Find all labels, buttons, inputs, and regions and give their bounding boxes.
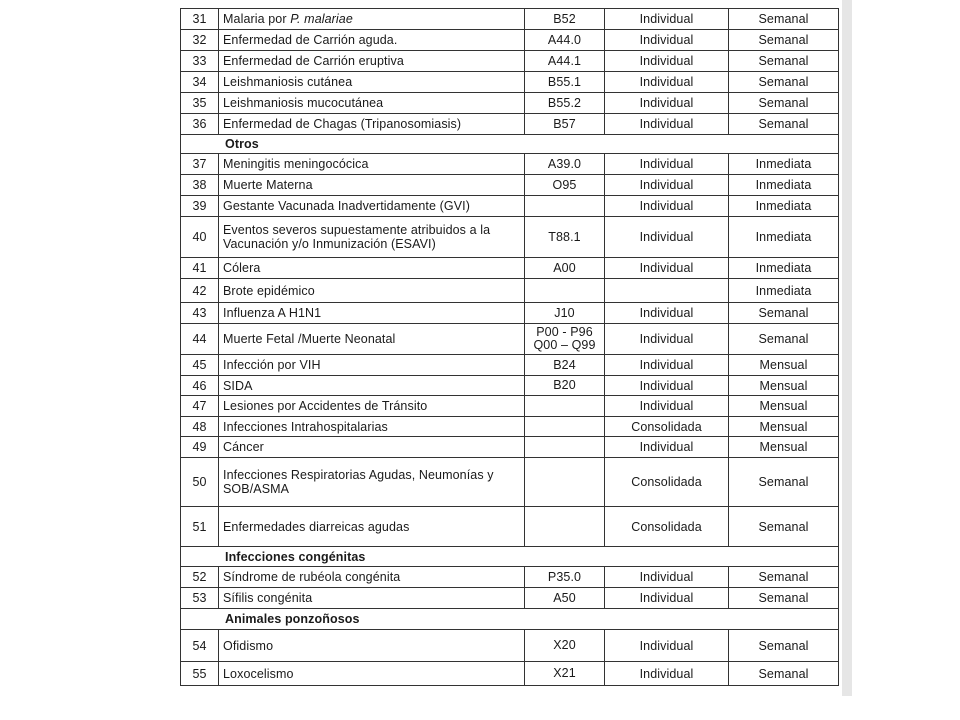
cie10-code-cell xyxy=(525,196,605,217)
table-row xyxy=(181,30,839,51)
disease-name-cell: Ofidismo xyxy=(219,630,525,662)
notification-frequency-cell: Semanal xyxy=(729,93,839,114)
section-title: Animales ponzoñosos xyxy=(181,609,839,630)
notification-frequency-cell: Inmediata xyxy=(729,196,839,217)
notification-type-cell: Individual xyxy=(605,630,729,662)
row-number-cell: 49 xyxy=(181,437,219,458)
notification-type-cell: Individual xyxy=(605,175,729,196)
table-body xyxy=(181,9,839,686)
disease-name-cell: Cáncer xyxy=(219,437,525,458)
notification-type-cell: Individual xyxy=(605,217,729,258)
row-number-cell: 50 xyxy=(181,458,219,507)
notification-type-cell: Individual xyxy=(605,376,729,396)
notification-type-cell: Individual xyxy=(605,51,729,72)
disease-name-cell: Cólera xyxy=(219,258,525,279)
cie10-code-cell: A44.0 xyxy=(525,30,605,51)
notification-frequency-cell: Semanal xyxy=(729,114,839,135)
cie10-code-cell: B55.2 xyxy=(525,93,605,114)
row-number-cell: 32 xyxy=(181,30,219,51)
notification-frequency-cell: Semanal xyxy=(729,458,839,507)
cie10-code-cell xyxy=(525,417,605,437)
table-row xyxy=(181,175,839,196)
cie10-code-cell: X21 xyxy=(525,662,605,686)
notification-frequency-cell: Inmediata xyxy=(729,175,839,196)
disease-name-cell: SIDA xyxy=(219,376,525,396)
row-number-cell: 37 xyxy=(181,154,219,175)
notification-type-cell: Individual xyxy=(605,154,729,175)
cie10-code-cell xyxy=(525,458,605,507)
cie10-code-cell: B24 xyxy=(525,355,605,376)
disease-notification-table xyxy=(180,8,839,686)
cie10-code-cell: A44.1 xyxy=(525,51,605,72)
notification-type-cell: Individual xyxy=(605,196,729,217)
disease-name-cell: Eventos severos supuestamente atribuidos a la Vacunación y/o Inmunización (ESAVI) xyxy=(219,217,525,258)
species-name-italic: P. malariae xyxy=(290,12,353,26)
table-row xyxy=(181,258,839,279)
notification-type-cell: Individual xyxy=(605,9,729,30)
row-number-cell: 36 xyxy=(181,114,219,135)
notification-frequency-cell: Inmediata xyxy=(729,154,839,175)
table-row xyxy=(181,93,839,114)
row-number-cell: 55 xyxy=(181,662,219,686)
notification-frequency-cell: Semanal xyxy=(729,324,839,355)
notification-type-cell: Individual xyxy=(605,72,729,93)
notification-frequency-cell: Semanal xyxy=(729,9,839,30)
table-row xyxy=(181,72,839,93)
scanned-document xyxy=(180,8,844,696)
notification-frequency-cell: Mensual xyxy=(729,417,839,437)
cie10-code-cell: A50 xyxy=(525,588,605,609)
cie10-code-cell: P00 - P96 Q00 – Q99 xyxy=(525,324,605,355)
row-number-cell: 43 xyxy=(181,303,219,324)
cie10-code-cell xyxy=(525,437,605,458)
disease-name-cell: Lesiones por Accidentes de Tránsito xyxy=(219,396,525,417)
cie10-code-cell: A39.0 xyxy=(525,154,605,175)
notification-type-cell: Individual xyxy=(605,355,729,376)
notification-type-cell: Consolidada xyxy=(605,417,729,437)
row-number-cell: 35 xyxy=(181,93,219,114)
notification-frequency-cell: Semanal xyxy=(729,30,839,51)
disease-name-cell: Malaria por P. malariae xyxy=(219,9,525,30)
row-number-cell: 48 xyxy=(181,417,219,437)
disease-name-cell: Muerte Fetal /Muerte Neonatal xyxy=(219,324,525,355)
notification-type-cell: Individual xyxy=(605,30,729,51)
notification-type-cell xyxy=(605,279,729,303)
notification-frequency-cell: Inmediata xyxy=(729,279,839,303)
disease-name-cell: Infecciones Intrahospitalarias xyxy=(219,417,525,437)
table-row xyxy=(181,662,839,686)
disease-name-cell: Infecciones Respiratorias Agudas, Neumonías y SOB/ASMA xyxy=(219,458,525,507)
table-row xyxy=(181,196,839,217)
disease-name-cell: Leishmaniosis mucocutánea xyxy=(219,93,525,114)
row-number-cell: 47 xyxy=(181,396,219,417)
table-row xyxy=(181,154,839,175)
disease-name-cell: Síndrome de rubéola congénita xyxy=(219,567,525,588)
notification-frequency-cell: Semanal xyxy=(729,303,839,324)
notification-frequency-cell: Semanal xyxy=(729,72,839,93)
notification-frequency-cell: Mensual xyxy=(729,355,839,376)
section-header-row xyxy=(181,547,839,567)
notification-type-cell: Individual xyxy=(605,567,729,588)
table-row xyxy=(181,324,839,355)
table-row xyxy=(181,114,839,135)
row-number-cell: 31 xyxy=(181,9,219,30)
notification-frequency-cell: Semanal xyxy=(729,51,839,72)
cie10-code-cell: J10 xyxy=(525,303,605,324)
notification-frequency-cell: Mensual xyxy=(729,376,839,396)
table-row xyxy=(181,588,839,609)
notification-frequency-cell: Mensual xyxy=(729,437,839,458)
cie10-code-cell: B20 xyxy=(525,376,605,396)
row-number-cell: 44 xyxy=(181,324,219,355)
row-number-cell: 40 xyxy=(181,217,219,258)
notification-type-cell: Individual xyxy=(605,93,729,114)
cie10-code-cell: B52 xyxy=(525,9,605,30)
notification-frequency-cell: Mensual xyxy=(729,396,839,417)
section-title: Infecciones congénitas xyxy=(181,547,839,567)
table-row xyxy=(181,507,839,547)
table-row xyxy=(181,567,839,588)
notification-type-cell: Individual xyxy=(605,303,729,324)
disease-name-cell: Loxocelismo xyxy=(219,662,525,686)
notification-frequency-cell: Semanal xyxy=(729,507,839,547)
table-row xyxy=(181,51,839,72)
disease-name-cell: Enfermedades diarreicas agudas xyxy=(219,507,525,547)
notification-type-cell: Individual xyxy=(605,588,729,609)
disease-name-cell: Influenza A H1N1 xyxy=(219,303,525,324)
table-row xyxy=(181,630,839,662)
row-number-cell: 45 xyxy=(181,355,219,376)
table-row xyxy=(181,458,839,507)
notification-frequency-cell: Semanal xyxy=(729,630,839,662)
disease-name-cell: Gestante Vacunada Inadvertidamente (GVI) xyxy=(219,196,525,217)
notification-frequency-cell: Semanal xyxy=(729,567,839,588)
cie10-code-cell: O95 xyxy=(525,175,605,196)
notification-frequency-cell: Inmediata xyxy=(729,217,839,258)
notification-frequency-cell: Semanal xyxy=(729,662,839,686)
cie10-code-cell: T88.1 xyxy=(525,217,605,258)
disease-name-cell: Enfermedad de Carrión eruptiva xyxy=(219,51,525,72)
disease-name-cell: Leishmaniosis cutánea xyxy=(219,72,525,93)
disease-name-cell: Meningitis meningocócica xyxy=(219,154,525,175)
disease-name-cell: Sífilis congénita xyxy=(219,588,525,609)
row-number-cell: 34 xyxy=(181,72,219,93)
cie10-code-cell xyxy=(525,507,605,547)
notification-type-cell: Individual xyxy=(605,396,729,417)
row-number-cell: 51 xyxy=(181,507,219,547)
table-row xyxy=(181,9,839,30)
notification-frequency-cell: Semanal xyxy=(729,588,839,609)
disease-name-cell: Enfermedad de Chagas (Tripanosomiasis) xyxy=(219,114,525,135)
row-number-cell: 53 xyxy=(181,588,219,609)
cie10-code-cell: B55.1 xyxy=(525,72,605,93)
cie10-code-cell: A00 xyxy=(525,258,605,279)
notification-type-cell: Individual xyxy=(605,258,729,279)
disease-name-cell: Infección por VIH xyxy=(219,355,525,376)
notification-type-cell: Individual xyxy=(605,114,729,135)
row-number-cell: 38 xyxy=(181,175,219,196)
disease-name-cell: Brote epidémico xyxy=(219,279,525,303)
row-number-cell: 41 xyxy=(181,258,219,279)
disease-name-cell: Muerte Materna xyxy=(219,175,525,196)
cie10-code-cell: P35.0 xyxy=(525,567,605,588)
cie10-code-cell: B57 xyxy=(525,114,605,135)
section-header-row xyxy=(181,609,839,630)
cie10-code-cell xyxy=(525,396,605,417)
table-row xyxy=(181,396,839,417)
section-header-row xyxy=(181,135,839,154)
row-number-cell: 42 xyxy=(181,279,219,303)
row-number-cell: 46 xyxy=(181,376,219,396)
row-number-cell: 54 xyxy=(181,630,219,662)
table-row xyxy=(181,303,839,324)
notification-type-cell: Individual xyxy=(605,662,729,686)
section-title: Otros xyxy=(181,135,839,154)
table-row xyxy=(181,355,839,376)
notification-type-cell: Consolidada xyxy=(605,458,729,507)
table-row xyxy=(181,217,839,258)
notification-type-cell: Individual xyxy=(605,437,729,458)
cie10-code-cell xyxy=(525,279,605,303)
cie10-code-cell: X20 xyxy=(525,630,605,662)
row-number-cell: 52 xyxy=(181,567,219,588)
notification-type-cell: Consolidada xyxy=(605,507,729,547)
table-row xyxy=(181,437,839,458)
row-number-cell: 33 xyxy=(181,51,219,72)
row-number-cell: 39 xyxy=(181,196,219,217)
table-row xyxy=(181,376,839,396)
table-row xyxy=(181,279,839,303)
notification-frequency-cell: Inmediata xyxy=(729,258,839,279)
table-row xyxy=(181,417,839,437)
disease-name-cell: Enfermedad de Carrión aguda. xyxy=(219,30,525,51)
notification-type-cell: Individual xyxy=(605,324,729,355)
